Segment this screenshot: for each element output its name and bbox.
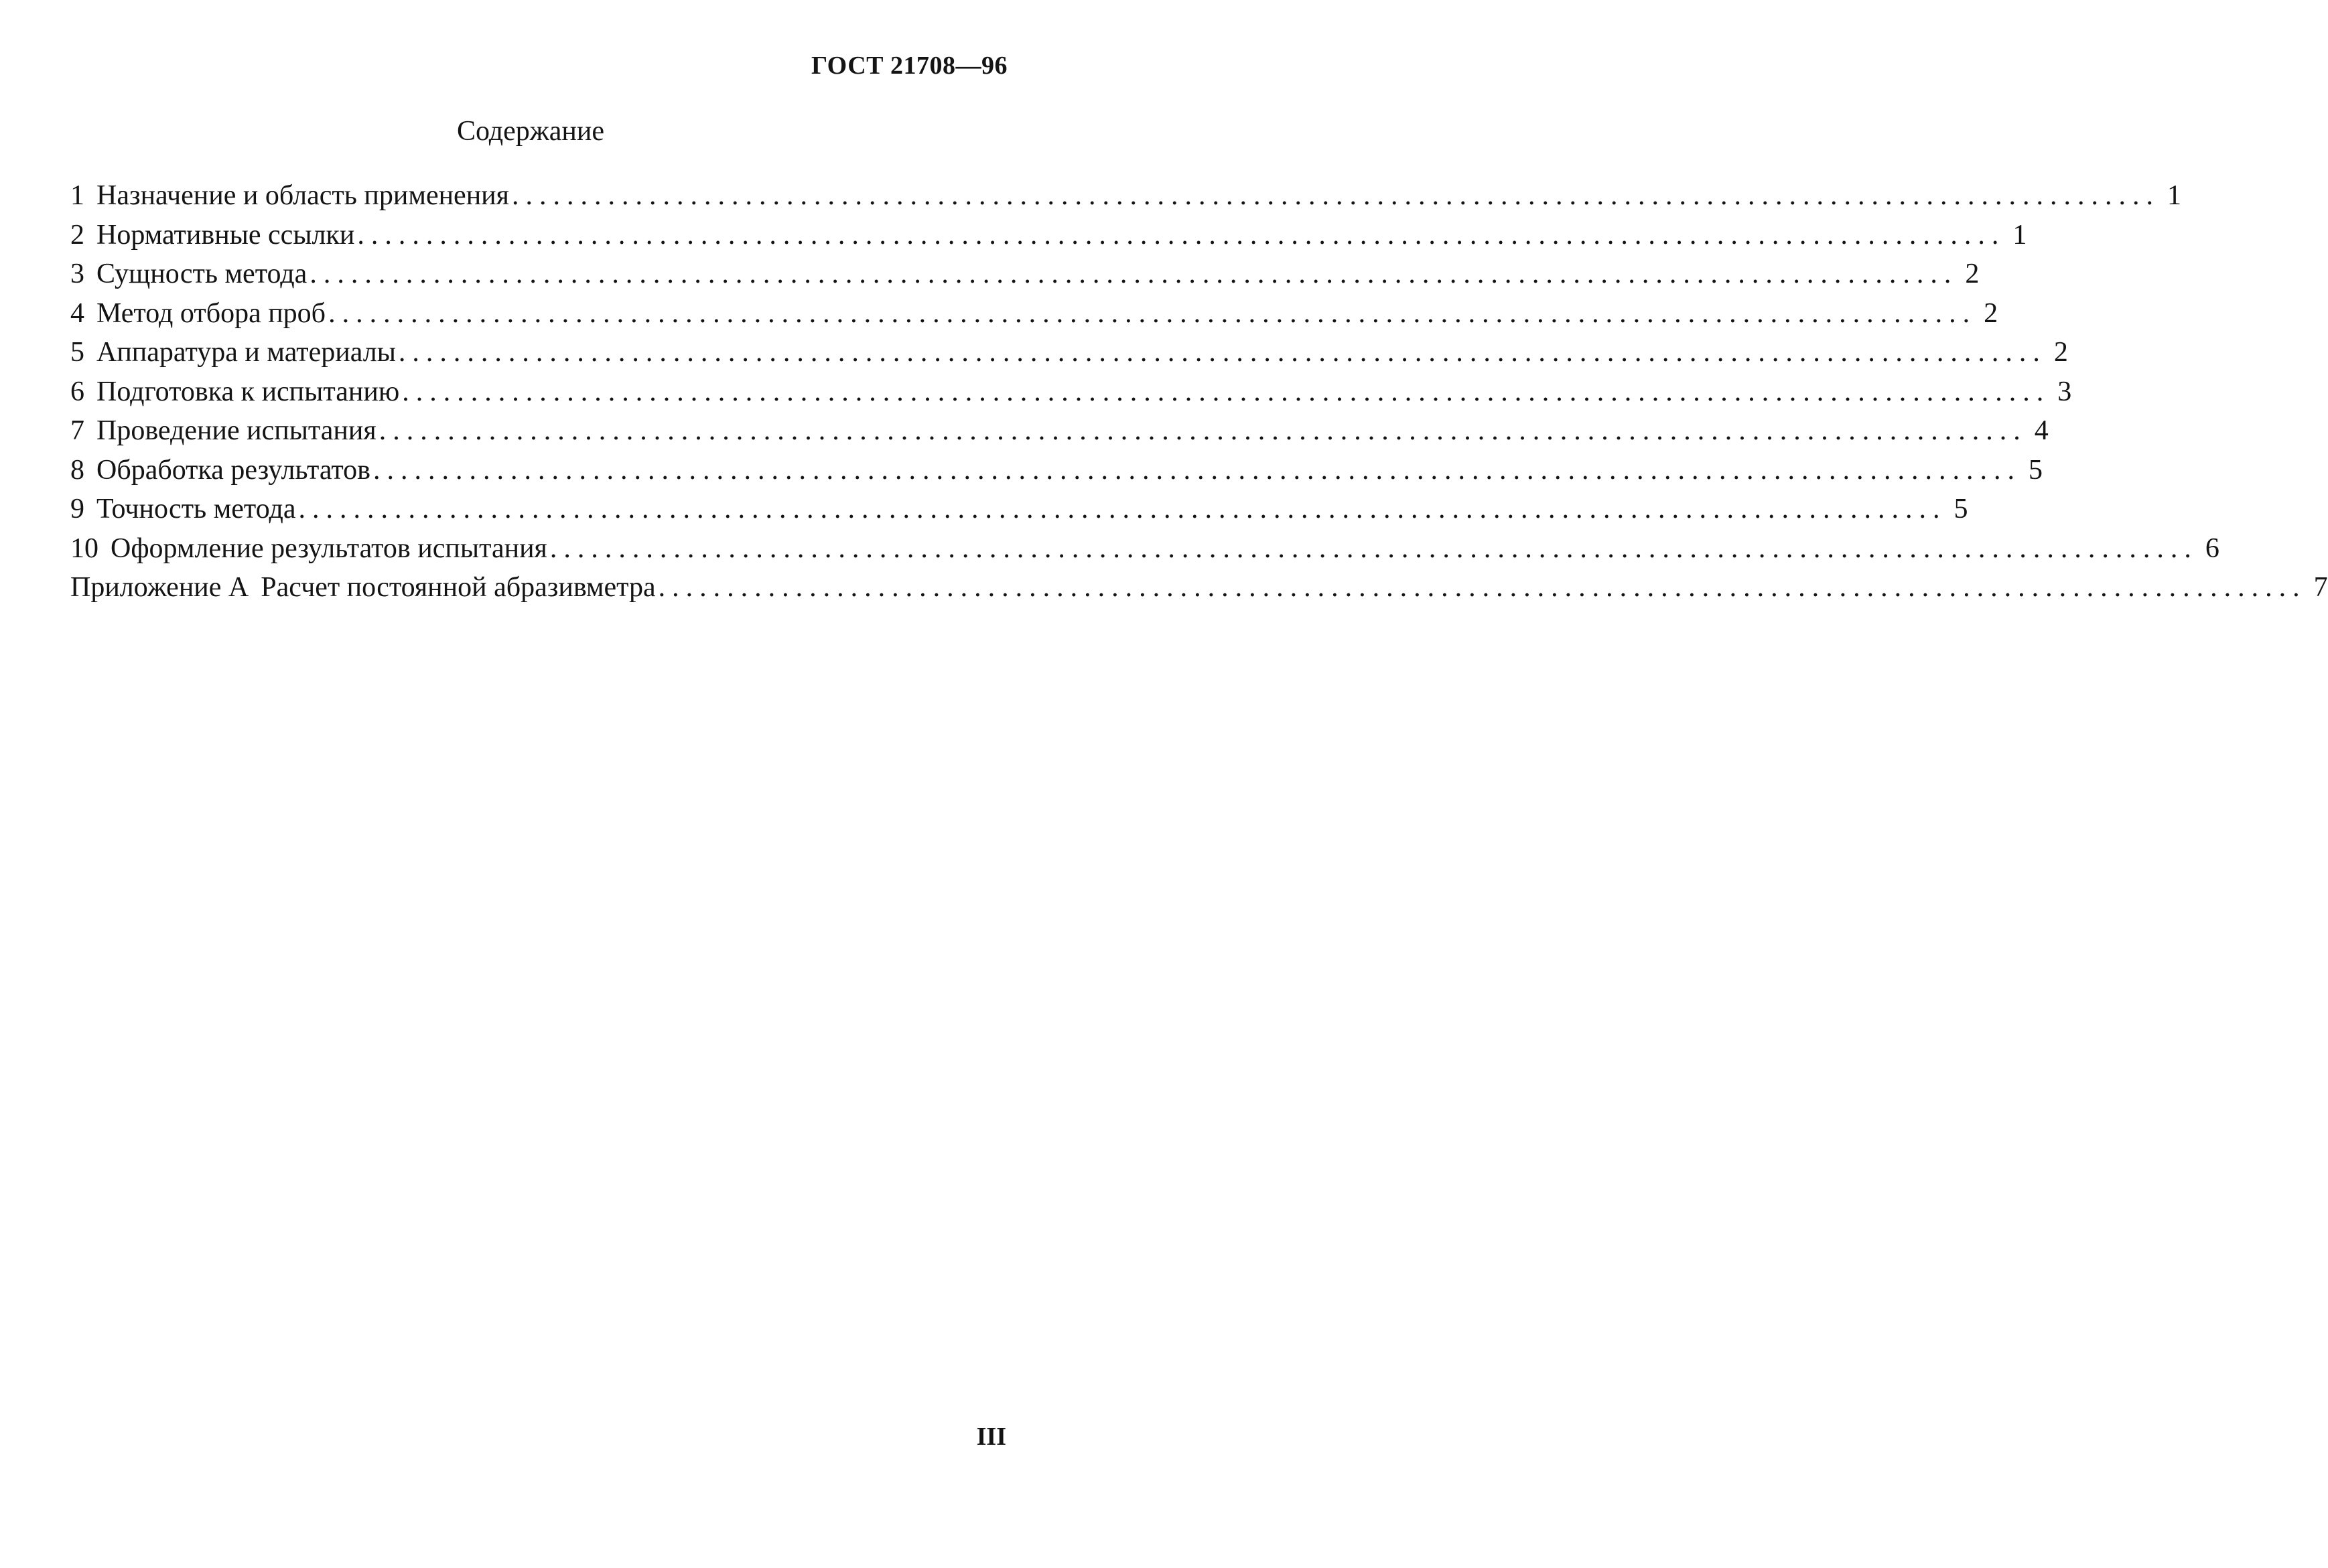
toc-entry-number: Приложение А [70,572,249,603]
document-standard-header: ГОСТ 21708—96 [811,52,1008,80]
table-of-contents [70,180,2328,611]
dot-leader: ........................................................................................................................ [402,376,2051,407]
toc-entry-page: 3 [2057,376,2072,407]
dot-leader: ........................................................................................................................ [298,494,1947,524]
toc-entry-number: 8 [70,454,84,486]
toc-entry-number: 4 [70,297,84,329]
toc-entry-label: Назначение и область применения [96,180,509,211]
toc-entry-page: 6 [2205,532,2219,564]
toc-entry-number: 2 [70,219,84,251]
toc-entry[interactable] [70,180,2181,219]
toc-entry-label: Сущность метода [96,259,307,289]
toc-entry-page: 5 [2029,454,2043,486]
toc-entry-number: 6 [70,376,84,407]
dot-leader: ........................................................................................................................ [658,572,2307,603]
toc-entry-label: Нормативные ссылки [96,219,355,251]
toc-entry-label: Точность метода [96,494,296,524]
toc-entry-number: 7 [70,415,84,446]
dot-leader: ........................................................................................................................ [549,532,2198,564]
toc-entry-number: 9 [70,494,84,524]
toc-entry-number: 10 [70,532,98,564]
toc-entry-number: 5 [70,337,84,368]
toc-entry-page: 5 [1954,494,1968,524]
toc-entry-label: Проведение испытания [96,415,376,446]
toc-entry-appendix[interactable] [70,571,2328,611]
dot-leader: ........................................................................................................................ [328,297,1977,329]
dot-leader: ........................................................................................................................ [398,337,2047,368]
toc-entry[interactable] [70,376,2072,415]
toc-entry-page: 7 [2313,572,2328,603]
toc-entry-number: 3 [70,259,84,289]
toc-entry[interactable] [70,532,2219,572]
dot-leader: ........................................................................................................................ [379,415,2027,446]
dot-leader: ........................................................................................................................ [373,454,2022,486]
toc-entry[interactable] [70,415,2049,454]
toc-entry-label: Обработка результатов [96,454,371,486]
dot-leader: ........................................................................................................................ [310,259,1958,289]
toc-entry-page: 1 [2012,219,2027,251]
dot-leader: ........................................................................................................................ [511,180,2160,211]
toc-entry-page: 2 [1965,259,1980,289]
toc-entry[interactable] [70,454,2043,494]
toc-entry-page: 4 [2034,415,2049,446]
toc-entry-label: Оформление результатов испытания [111,532,547,564]
dot-leader: ........................................................................................................................ [357,219,2006,251]
toc-title: Содержание [456,116,605,147]
toc-entry[interactable] [70,336,2068,376]
toc-entry-label: Подготовка к испытанию [96,376,400,407]
toc-entry-label: Расчет постоянной абразивметра [261,572,656,603]
toc-entry-label: Метод отбора проб [96,297,326,329]
toc-entry-label: Аппаратура и материалы [96,337,396,368]
toc-entry-number: 1 [70,180,84,211]
toc-entry[interactable] [70,493,1968,532]
page-number: III [976,1423,1006,1451]
toc-entry[interactable] [70,219,2027,259]
toc-entry-page: 1 [2167,180,2181,211]
toc-entry[interactable] [70,258,1980,297]
toc-entry-page: 2 [2053,337,2068,368]
toc-entry[interactable] [70,297,1998,337]
toc-entry-page: 2 [1984,297,1998,329]
